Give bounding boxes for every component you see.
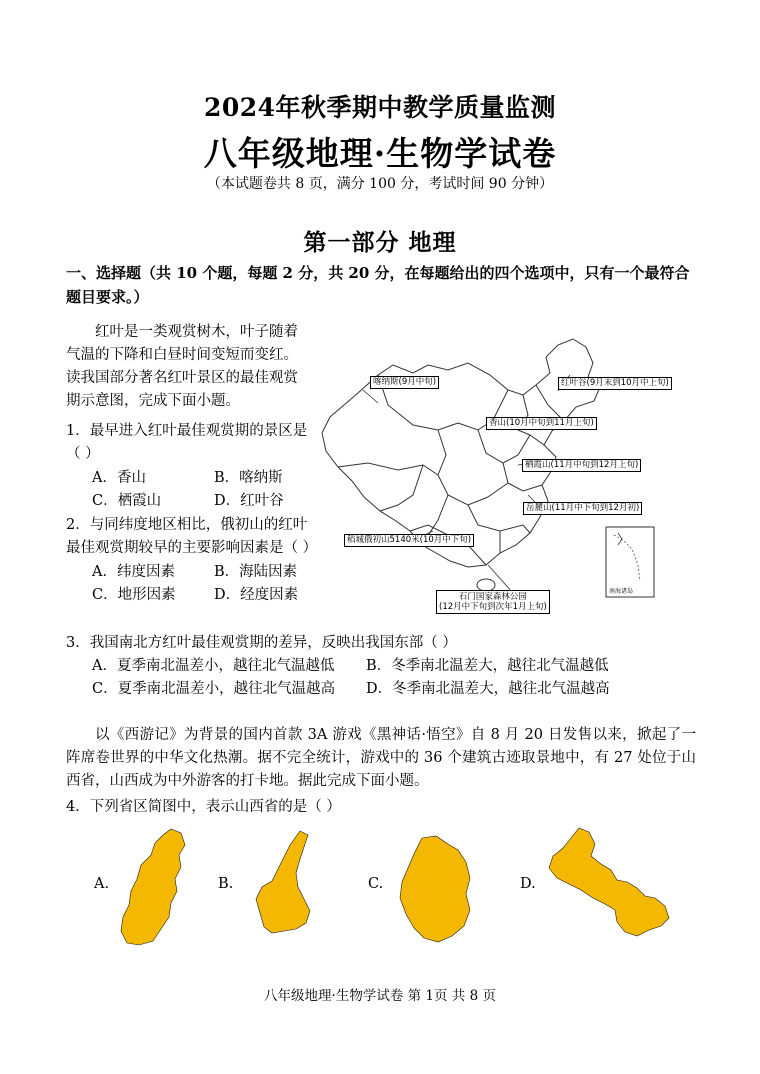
province-shape-b xyxy=(238,825,328,945)
question-4-option-c-label: C. xyxy=(368,876,384,892)
intro-passage: 红叶是一类观赏树木，叶子随着气温的下降和白昼时间变短而变红。读我国部分著名红叶景区的最佳观赏期示意图，完成下面小题。 xyxy=(66,324,298,409)
map-label-daocheng: 稻城俄初山5140米(10月中下旬) xyxy=(344,534,474,547)
question-1-option-d: D．红叶谷 xyxy=(214,493,284,509)
question-3 xyxy=(66,632,706,701)
china-red-leaf-map xyxy=(318,335,698,620)
question-4-stem: 4．下列省区简图中，表示山西省的是（ ） xyxy=(66,799,341,815)
part-title: 第一部分 地理 xyxy=(303,229,457,256)
question-2 xyxy=(66,514,316,607)
question-1-stem: 1．最早进入红叶最佳观赏期的景区是（ ） xyxy=(66,423,308,462)
question-3-option-c: C．夏季南北温差小，越往北气温越高 xyxy=(92,681,336,697)
page-footer: 八年级地理·生物学试卷 第 1页 共 8 页 xyxy=(264,988,496,1004)
question-2-option-a: A．纬度因素 xyxy=(92,564,175,580)
map-label-shimen-line1: 石门国家森林公园 xyxy=(458,592,527,602)
question-4-option-b-label: B. xyxy=(218,876,234,892)
map-label-shimen-line2: (12月中下旬到次年1月上旬) xyxy=(439,602,547,612)
question-4-option-d-label: D. xyxy=(520,876,536,892)
passage-2: 以《西游记》为背景的国内首款 3A 游戏《黑神话·悟空》自 8 月 20 日发售以来，掀起了一阵席卷世界的中华文化热潮。据不完全统计，游戏中的 36 个建筑古迹取景地中，有 27 处位于山西省，山西成为中外游客的打卡地。据此完成下面小题。 xyxy=(66,727,696,789)
exam-title-line2: 八年级地理·生物学试卷 xyxy=(203,134,557,173)
section-heading: 一、选择题（共 10 个题，每题 2 分，共 20 分，在每题给出的四个选项中，只有一个最符合题目要求。） xyxy=(66,264,690,306)
map-label-hongyegu: 红叶谷(9月末到10月中上旬) xyxy=(558,377,672,390)
exam-subtitle: （本试题卷共 8 页，满分 100 分，考试时间 90 分钟） xyxy=(206,176,554,192)
question-1-option-c: C．栖霞山 xyxy=(92,493,162,509)
question-2-stem: 2．与同纬度地区相比，俄初山的红叶最佳观赏期较早的主要影响因素是（ ） xyxy=(66,517,318,556)
map-label-shimen xyxy=(436,590,550,614)
map-label-yuelushan: 岳麓山(11月中下旬到12月初) xyxy=(523,502,642,515)
province-shape-c xyxy=(392,832,482,950)
map-label-xiangshan: 香山(10月中旬到11月上旬) xyxy=(486,417,597,430)
question-4-option-a-label: A. xyxy=(94,876,110,892)
question-3-option-d: D．冬季南北温差大，越往北气温越高 xyxy=(366,681,610,697)
map-label-qixiashan: 栖霞山(11月中旬到12月上旬) xyxy=(522,459,641,472)
question-1-option-b: B．喀纳斯 xyxy=(214,470,283,486)
question-2-option-d: D．经度因素 xyxy=(214,587,299,603)
question-2-option-b: B．海陆因素 xyxy=(214,564,298,580)
exam-title-line1: 2024年秋季期中教学质量监测 xyxy=(203,93,557,122)
question-2-option-c: C．地形因素 xyxy=(92,587,176,603)
question-3-stem: 3．我国南北方红叶最佳观赏期的差异，反映出我国东部（ ） xyxy=(66,635,457,651)
province-shape-a xyxy=(115,825,195,950)
question-3-option-b: B．冬季南北温差大，越往北气温越低 xyxy=(366,658,609,674)
inset-label: 南海诸岛 xyxy=(609,588,634,595)
question-1 xyxy=(66,420,316,513)
question-1-option-a: A．香山 xyxy=(92,470,146,486)
map-label-kanas: 喀纳斯(9月中旬) xyxy=(370,376,439,389)
question-3-option-a: A．夏季南北温差小，越往北气温越低 xyxy=(92,658,335,674)
province-shape-d xyxy=(545,826,680,944)
